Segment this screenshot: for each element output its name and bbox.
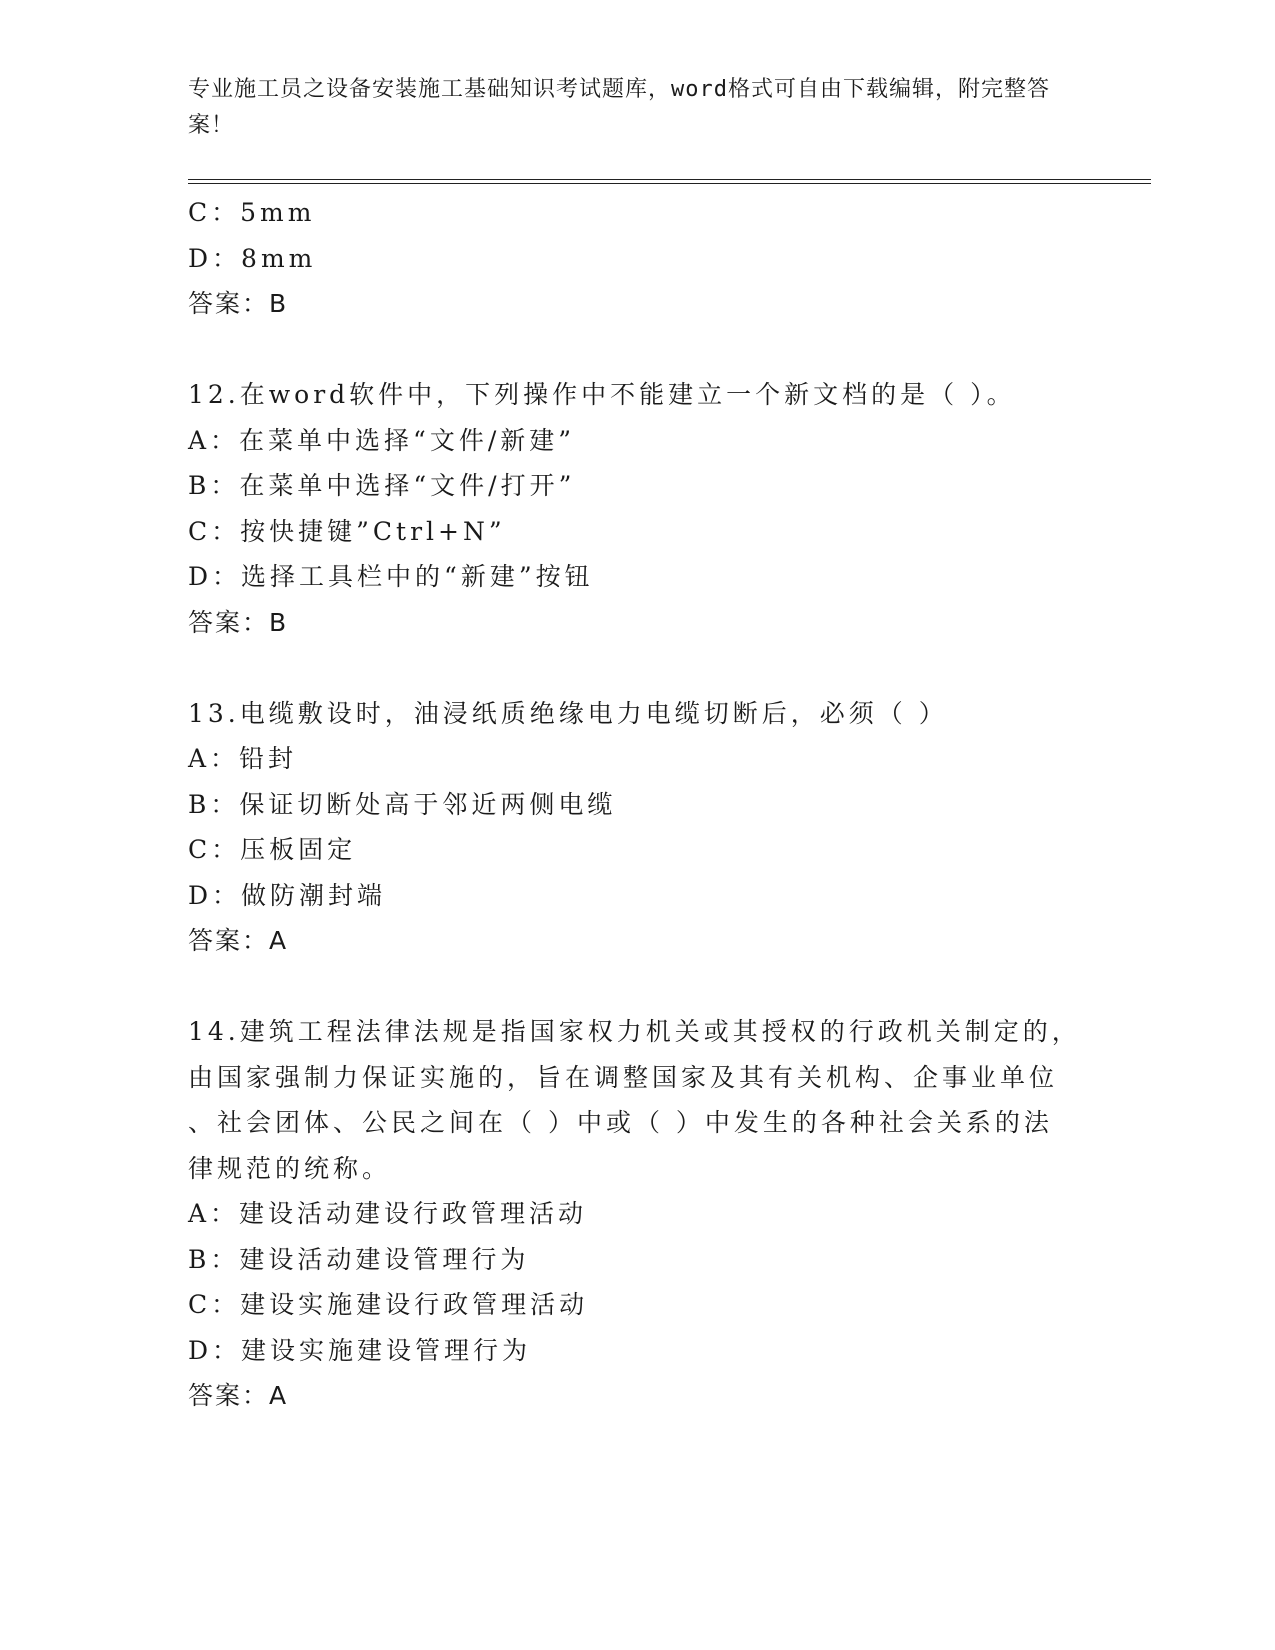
answer-line: 答案：B xyxy=(188,289,289,318)
option-b: B：保证切断处高于邻近两侧电缆 xyxy=(188,789,617,819)
question-stem-line: 律规范的统称。 xyxy=(188,1153,392,1183)
answer-line: 答案：A xyxy=(188,926,289,955)
question-stem-line: 由国家强制力保证实施的，旨在调整国家及其有关机构、企事业单位 xyxy=(188,1062,1059,1092)
page-header xyxy=(188,72,1068,144)
option-c: C：5mm xyxy=(188,198,316,227)
option-a: A：在菜单中选择“文件/新建” xyxy=(188,425,576,455)
option-a: A：铅封 xyxy=(188,744,298,773)
option-d: D：选择工具栏中的“新建”按钮 xyxy=(188,562,594,591)
question-stem-line: 、社会团体、公民之间在（ ）中或（ ）中发生的各种社会关系的法 xyxy=(188,1108,1053,1137)
question-14 xyxy=(188,1009,1088,1419)
header-rule-top xyxy=(188,179,1151,180)
header-rule-bottom xyxy=(188,183,1151,184)
question-12 xyxy=(188,372,1088,645)
prev-question xyxy=(188,190,1088,327)
option-a: A：建设活动建设行政管理活动 xyxy=(188,1199,588,1228)
option-d: D：做防潮封端 xyxy=(188,880,387,910)
answer-line: 答案：A xyxy=(188,1381,289,1410)
header-title: 专业施工员之设备安装施工基础知识考试题库，word格式可自由下载编辑，附完整答案！ xyxy=(188,77,1050,138)
option-b: B：建设活动建设管理行为 xyxy=(188,1244,530,1274)
spacer xyxy=(188,964,1088,1010)
question-13 xyxy=(188,691,1088,964)
question-stem: 13.电缆敷设时，油浸纸质绝缘电力电缆切断后，必须（ ） xyxy=(188,698,948,728)
option-c: C：压板固定 xyxy=(188,835,357,864)
option-d: D：8mm xyxy=(188,243,317,273)
option-c: C：建设实施建设行政管理活动 xyxy=(188,1290,589,1319)
spacer xyxy=(188,327,1088,373)
document-body xyxy=(188,190,1088,1419)
answer-line: 答案：B xyxy=(188,607,289,637)
option-c: C：按快捷键”Ctrl+N” xyxy=(188,516,506,546)
spacer xyxy=(188,645,1088,691)
option-d: D：建设实施建设管理行为 xyxy=(188,1335,532,1365)
option-b: B：在菜单中选择“文件/打开” xyxy=(188,471,576,500)
question-stem: 12.在word软件中，下列操作中不能建立一个新文档的是（ ）。 xyxy=(188,380,1016,409)
question-stem-line: 14.建筑工程法律法规是指国家权力机关或其授权的行政机关制定的， xyxy=(188,1017,1081,1046)
